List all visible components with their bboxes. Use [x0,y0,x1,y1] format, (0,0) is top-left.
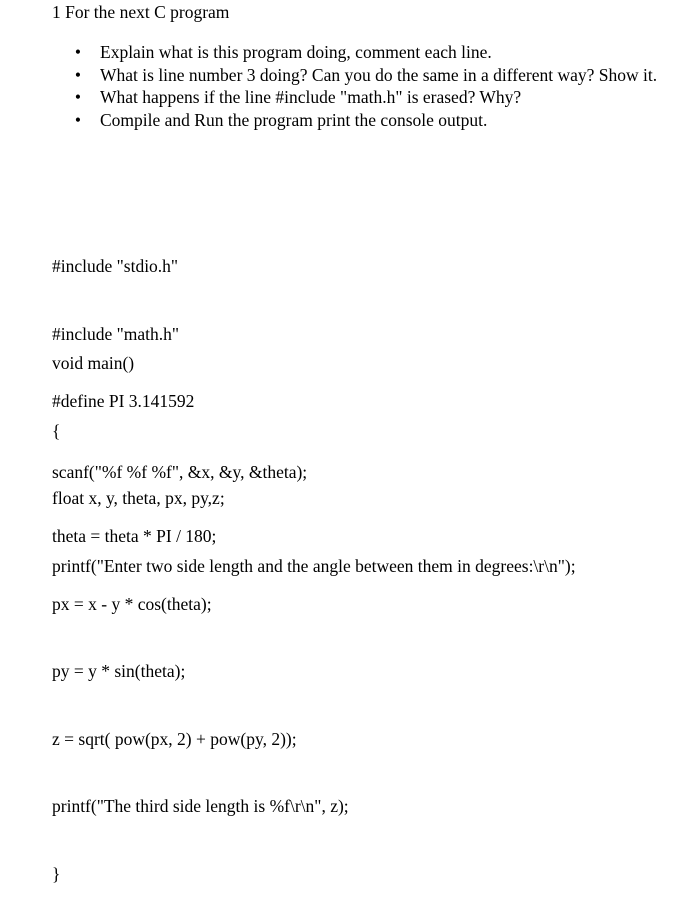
code-line: #define PI 3.141592 [52,391,195,411]
instruction-text: Explain what is this program doing, comment each line. [100,42,492,62]
code-line: { [52,420,61,441]
instruction-item [0,64,680,87]
bullet-icon: • [74,87,82,107]
code-line: float x, y, theta, px, py,z; [52,488,225,508]
code-line: py = y * sin(theta); [52,661,186,681]
bullet-icon: • [74,64,82,85]
instruction-item [0,86,680,109]
instruction-text: What happens if the line #include "math.h" is erased? Why? [100,87,522,107]
code-line: z = sqrt( pow(px, 2) + pow(py, 2)); [52,728,297,749]
instruction-item [0,109,680,132]
code-line: printf("The third side length is %f\r\n", z); [52,796,349,816]
instruction-item [0,41,680,64]
question-heading: 1 For the next C program [52,2,230,22]
code-line: #include "stdio.h" [52,256,179,276]
code-line: } [52,863,61,884]
code-line: scanf("%f %f %f", &x, &y, &theta); [52,462,308,482]
code-line: px = x - y * cos(theta); [52,593,212,614]
code-line: void main() [52,353,135,373]
bullet-icon: • [74,109,82,130]
code-line: theta = theta * PI / 180; [52,526,217,546]
instructions-list [0,41,680,131]
computation-block [52,480,349,908]
instruction-text: Compile and Run the program print the console output. [100,109,488,130]
bullet-icon: • [74,42,82,62]
code-line: #include "math.h" [52,323,180,344]
instruction-text: What is line number 3 doing? Can you do the same in a different way? Show it. [100,64,658,85]
code-line: printf("Enter two side length and the angle between them in degrees:\r\n"); [52,555,576,576]
